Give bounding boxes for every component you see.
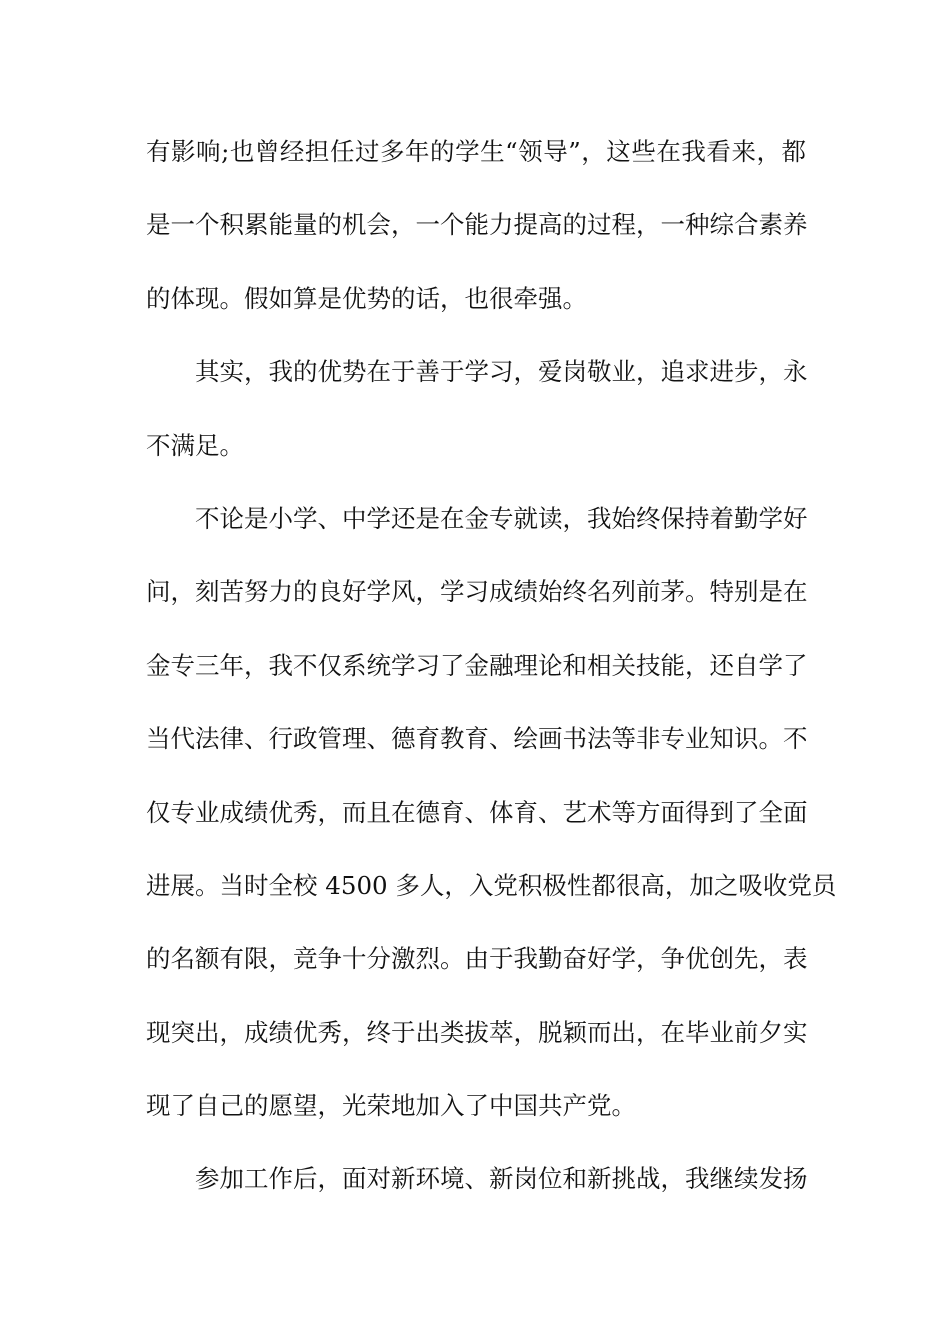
paragraph-1-line-2: 是一个积累能量的机会，一个能力提高的过程，一种综合素养 [146, 210, 808, 240]
document-body [146, 126, 837, 1227]
paragraph-3-line-2: 问，刻苦努力的良好学风，学习成绩始终名列前茅。特别是在 [146, 577, 808, 607]
paragraph-3-line-7: 的名额有限，竞争十分激烈。由于我勤奋好学，争优创先，表 [146, 944, 808, 974]
paragraph-2-line-1: 其实，我的优势在于善于学习，爱岗敬业，追求进步，永 [195, 357, 808, 387]
paragraph-3-line-1: 不论是小学、中学还是在金专就读，我始终保持着勤学好 [195, 503, 808, 533]
paragraph-2-line-2: 不满足。 [146, 430, 244, 460]
paragraph-3-line-4: 当代法律、行政管理、德育教育、绘画书法等非专业知识。不 [146, 724, 808, 754]
paragraph-3-line-8: 现突出，成绩优秀，终于出类拔萃，脱颖而出，在毕业前夕实 [146, 1017, 808, 1047]
paragraph-4-line-1: 参加工作后，面对新环境、新岗位和新挑战，我继续发扬 [195, 1164, 808, 1194]
paragraph-1-line-3: 的体现。假如算是优势的话，也很牵强。 [146, 283, 587, 313]
paragraph-1-line-1: 有影响;也曾经担任过多年的学生“领导”，这些在我看来，都 [146, 137, 806, 166]
paragraph-3-line-5: 仅专业成绩优秀，而且在德育、体育、艺术等方面得到了全面 [146, 797, 808, 827]
paragraph-3-line-9: 现了自己的愿望，光荣地加入了中国共产党。 [146, 1091, 636, 1121]
paragraph-3-line-6: 进展。当时全校 4500 多人，入党积极性都很高，加之吸收党员 [146, 870, 837, 900]
paragraph-3-line-3: 金专三年，我不仅系统学习了金融理论和相关技能，还自学了 [146, 650, 808, 680]
